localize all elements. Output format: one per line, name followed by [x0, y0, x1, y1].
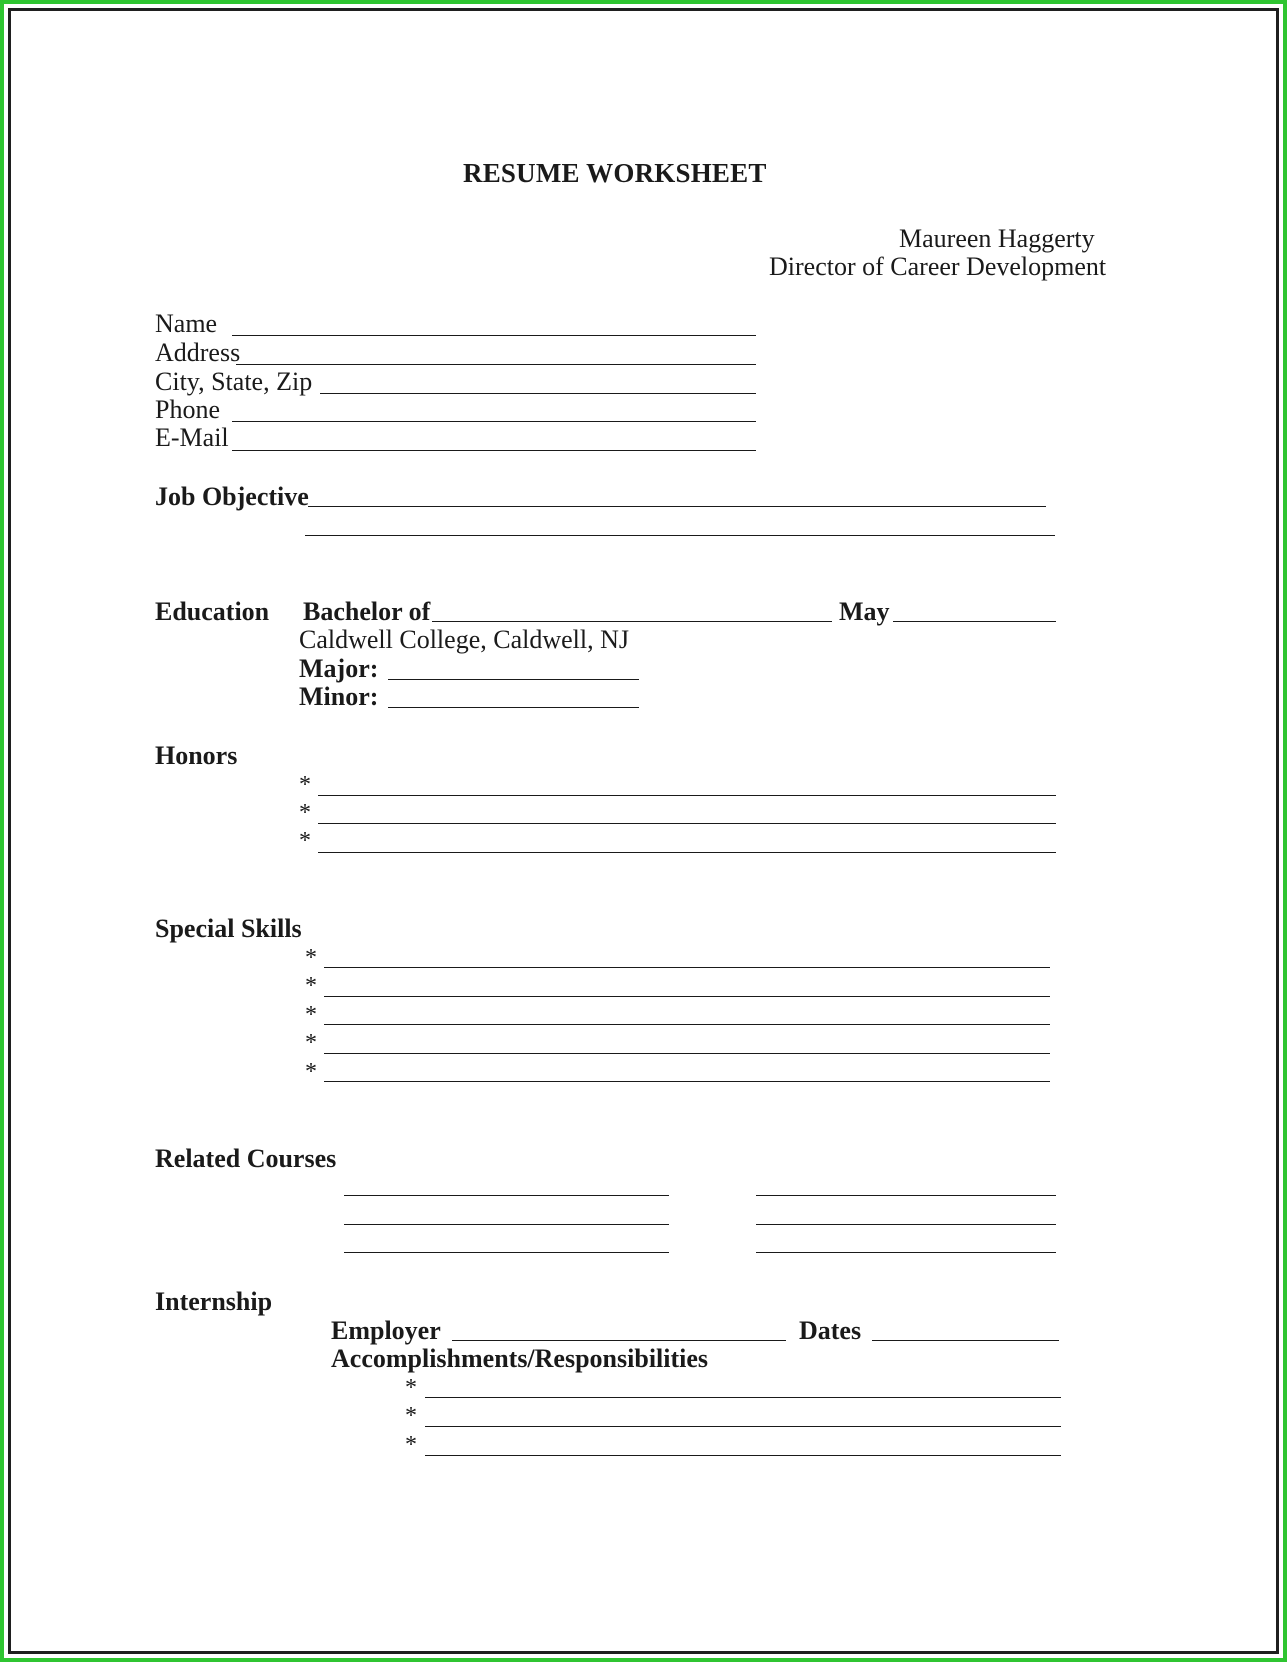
graduation-month-label: May: [839, 597, 890, 626]
skills-bullet: *: [305, 945, 317, 971]
course-field-2[interactable]: [756, 1195, 1056, 1196]
graduation-year-field[interactable]: [893, 621, 1056, 622]
internship-bullet: *: [405, 1403, 417, 1429]
phone-label: Phone: [155, 395, 220, 424]
related-courses-label: Related Courses: [155, 1144, 337, 1173]
course-field-5[interactable]: [344, 1252, 669, 1253]
page-title: RESUME WORKSHEET: [463, 158, 767, 188]
course-field-1[interactable]: [344, 1195, 669, 1196]
honors-field-2[interactable]: [318, 823, 1056, 824]
course-field-6[interactable]: [756, 1252, 1056, 1253]
name-label: Name: [155, 309, 218, 338]
address-label: Address: [155, 338, 241, 367]
skills-field-3[interactable]: [324, 1024, 1050, 1025]
honors-bullet: *: [299, 772, 311, 798]
employer-field[interactable]: [452, 1340, 786, 1341]
honors-label: Honors: [155, 741, 238, 770]
accomplishment-field-1[interactable]: [425, 1397, 1061, 1398]
name-field[interactable]: [232, 335, 756, 336]
job-objective-field-2[interactable]: [305, 535, 1055, 536]
skills-field-1[interactable]: [324, 967, 1050, 968]
honors-field-3[interactable]: [318, 852, 1056, 853]
skills-field-2[interactable]: [324, 996, 1050, 997]
internship-label: Internship: [155, 1287, 273, 1316]
course-field-3[interactable]: [344, 1224, 669, 1225]
honors-bullet: *: [299, 828, 311, 854]
phone-field[interactable]: [232, 421, 756, 422]
job-objective-field-1[interactable]: [308, 506, 1046, 507]
accomplishment-field-2[interactable]: [425, 1426, 1061, 1427]
honors-field-1[interactable]: [318, 795, 1056, 796]
minor-field[interactable]: [388, 707, 639, 708]
skills-field-4[interactable]: [324, 1053, 1050, 1054]
internship-bullet: *: [405, 1432, 417, 1458]
minor-label: Minor:: [299, 682, 379, 711]
accomplishment-field-3[interactable]: [425, 1455, 1061, 1456]
email-field[interactable]: [232, 450, 756, 451]
skills-bullet: *: [305, 1059, 317, 1085]
employer-label: Employer: [331, 1316, 441, 1345]
degree-field[interactable]: [432, 621, 832, 622]
skills-bullet: *: [305, 1030, 317, 1056]
accomplishments-label: Accomplishments/Responsibilities: [331, 1344, 709, 1373]
internship-bullet: *: [405, 1375, 417, 1401]
author-name: Maureen Haggerty: [899, 224, 1095, 253]
special-skills-label: Special Skills: [155, 914, 302, 943]
course-field-4[interactable]: [756, 1224, 1056, 1225]
skills-field-5[interactable]: [324, 1081, 1050, 1082]
skills-bullet: *: [305, 973, 317, 999]
skills-bullet: *: [305, 1002, 317, 1028]
bachelor-of-label: Bachelor of: [303, 597, 431, 626]
dates-label: Dates: [799, 1316, 862, 1345]
major-field[interactable]: [388, 679, 639, 680]
school-name: Caldwell College, Caldwell, NJ: [299, 625, 630, 654]
major-label: Major:: [299, 654, 379, 683]
author-position: Director of Career Development: [769, 252, 1107, 281]
education-label: Education: [155, 597, 270, 626]
honors-bullet: *: [299, 800, 311, 826]
email-label: E-Mail: [155, 423, 229, 452]
address-field[interactable]: [236, 364, 756, 365]
dates-field[interactable]: [872, 1340, 1059, 1341]
city-state-zip-field[interactable]: [320, 393, 756, 394]
city-state-zip-label: City, State, Zip: [155, 367, 313, 396]
job-objective-label: Job Objective: [155, 482, 309, 511]
